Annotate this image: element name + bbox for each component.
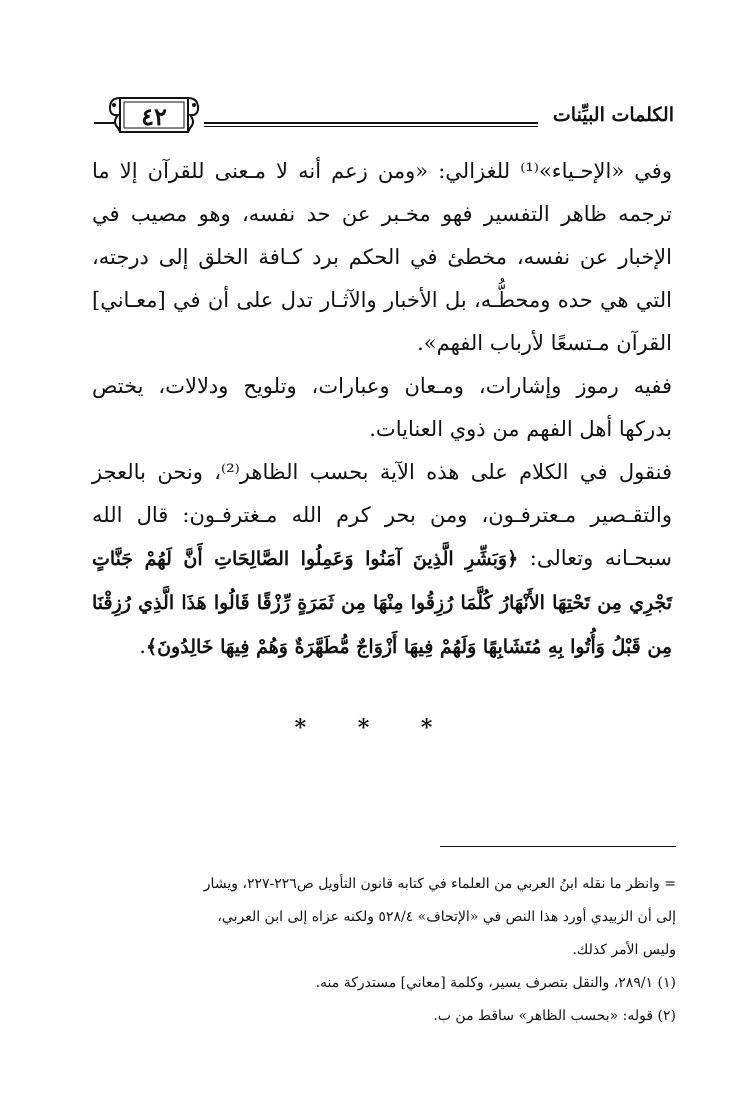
page-header (94, 92, 674, 142)
footnotes (72, 868, 676, 1033)
page-number-frame (106, 94, 202, 136)
paragraph-ihya-quote: وفي «الإحـياء»⁽¹⁾ للغزالي: «ومن زعم أنه لا مـعنى للقرآن إلا ما ترجمه ظاهر التفسير فهو مخـبر عن حد نفسه، وهو مصيب في الإخبار عن نفسه، مخطئ في الحكم برد كـافة الخلق إلى درجته، التي هي حده ومحطُّـه، بل الأخبار والآثـار تدل على أن في [معـاني] القرآن مـتسعًا لأرباب الفهم». (92, 159, 672, 355)
quran-verse: ﴿وَبَشِّرِ الَّذِينَ آمَنُوا وَعَمِلُوا الصَّالِحَاتِ أَنَّ لَهُمْ جَنَّاتٍ تَجْرِي مِن تَحْتِهَا الأَنْهَارُ كُلَّمَا رُزِقُوا مِنْهَا مِن ثَمَرَةٍ رِّزْقًا قَالُوا هَذَا الَّذِي رُزِقْنَا مِن قَبْلُ وَأُتُوا بِهِ مُتَشَابِهًا وَلَهُمْ فِيهَا أَزْوَاجٌ مُّطَهَّرَةٌ وَهُمْ فِيهَا خَالِدُونَ﴾ (92, 548, 672, 658)
paragraph-symbols: ففيه رموز وإشارات، ومـعان وعبارات، وتلويح ودلالات، يختص بدركها أهل الفهم من ذوي العنايات. (92, 374, 672, 441)
footnote-line: إلى أن الزبيدي أورد هذا النص في «الإتحاف» ٥٢٨/٤ ولكنه عزاه إلى ابن العربي، (217, 909, 676, 925)
footnote-2: (٢) قوله: «بحسب الظاهر» ساقط من ب. (433, 1008, 676, 1024)
footnote-rule (440, 846, 676, 847)
paragraph-verse-intro (92, 451, 672, 669)
section-separator: * * * (294, 715, 455, 741)
page-number: ٤٢ (141, 102, 167, 131)
header-rule (204, 122, 538, 127)
verse-end-punct: . (139, 634, 146, 658)
verse-intro-text: فنقول في الكلام على هذه الآية بحسب الظاهر⁽²⁾، ونحن بالعجز والتقـصير مـعترفـون، ومن بحر كرم الله مـغترفـون: قال الله سبحـانه وتعالى: (92, 460, 672, 570)
footnote-1: (١) ٢٨٩/١، والنقل بتصرف يسير، وكلمة [معاني] مستدركة منه. (315, 975, 676, 991)
running-title: الكلمات البيِّنات (552, 104, 674, 126)
footnote-line: وليس الأمر كذلك. (572, 942, 676, 958)
footnote-line: = وانظر ما نقله ابنُ العربي من العلماء في كتابه قانون التأويل ص٢٢٦-٢٢٧، ويشار (203, 876, 676, 892)
